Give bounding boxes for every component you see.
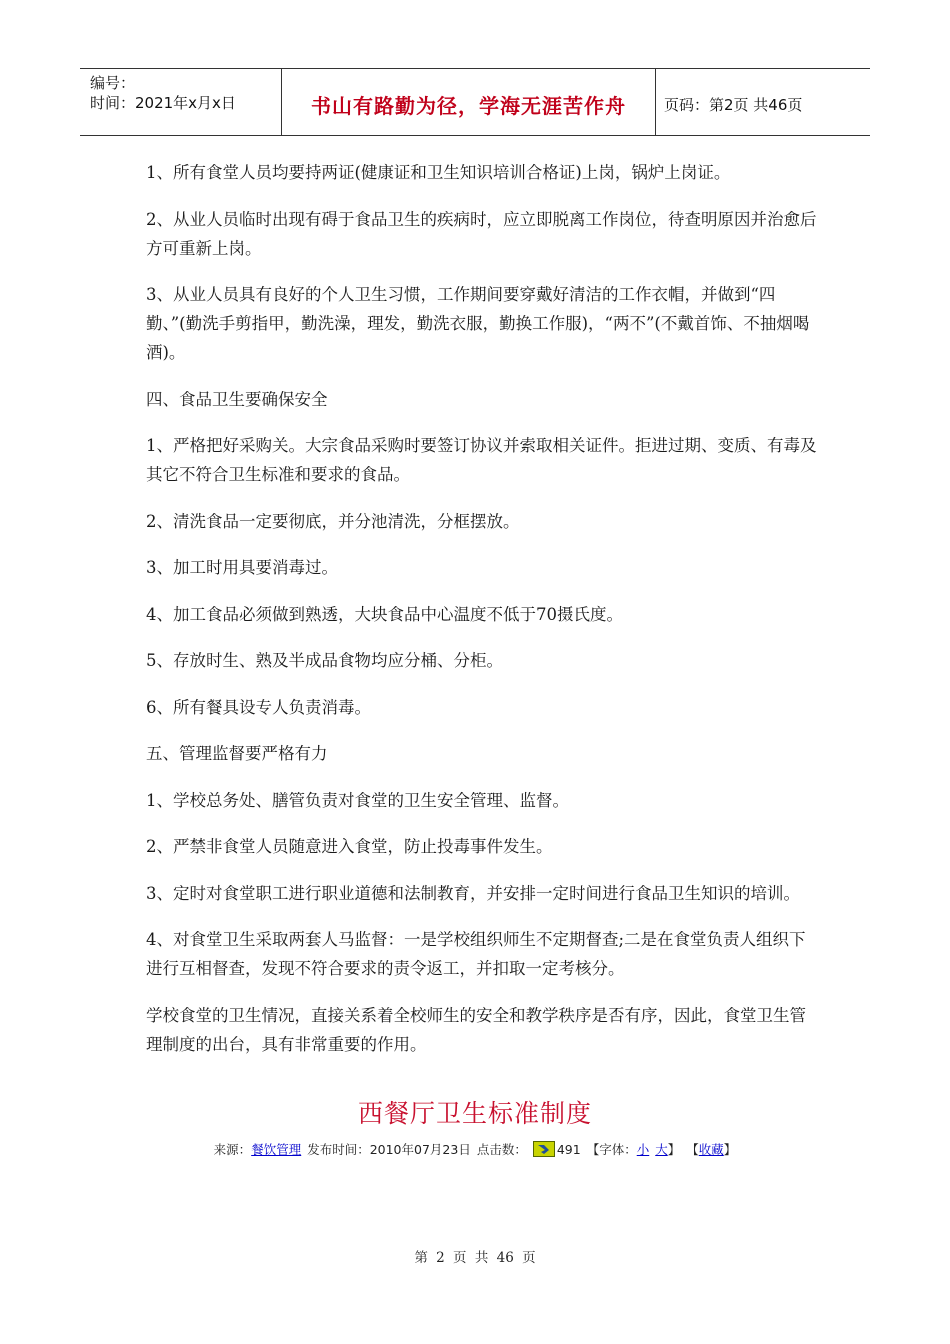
paragraph: 6、所有餐具设专人负责消毒。 [146,697,371,717]
font-large-link[interactable]: 大 [655,1142,668,1157]
paragraph: 3、从业人员具有良好的个人卫生习惯，工作期间要穿戴好清洁的工作衣帽，并做到“四勤、”(勤洗手剪指甲，勤洗澡，理发，勤洗衣服，勤换工作服)，“两不”(不戴首饰、不抽烟喝酒)。 [146,285,810,362]
body-text [146,158,822,1076]
paragraph: 5、存放时生、熟及半成品食物均应分桶、分柜。 [146,651,503,670]
font-size-label: 【字体： [586,1142,637,1157]
paragraph: 2、清洗食品一定要彻底，并分池清洗，分框摆放。 [146,511,520,531]
paragraph: 3、加工时用具要消毒过。 [146,558,338,577]
paragraph: 2、从业人员临时出现有碍于食品卫生的疾病时，应立即脱离工作岗位，待查明原因并治愈后方可重新上岗。 [146,209,817,258]
time-label: 时间：2021年x月x日 [90,94,236,112]
favorite-close: 】 [723,1142,737,1157]
section-heading: 五、管理监督要严格有力 [146,744,328,763]
hits-label: 点击数： [476,1142,527,1157]
paragraph: 学校食堂的卫生情况，直接关系着全校师生的安全和教学秩序是否有序，因此，食堂卫生管理制度的出台，具有非常重要的作用。 [146,1005,806,1054]
source-label: 来源： [213,1142,252,1157]
number-label: 编号： [90,74,136,92]
favorite-link[interactable]: 收藏 [698,1142,724,1157]
header-motto: 书山有路勤为径，学海无涯苦作舟 [282,69,656,135]
paragraph: 1、严格把好采购关。大宗食品采购时要签订协议并索取相关证件。拒进过期、变质、有毒及其它不符合卫生标准和要求的食品。 [146,436,817,484]
source-link[interactable]: 餐饮管理 [251,1142,302,1157]
article-title: 西餐厅卫生标准制度 [357,1099,592,1128]
favorite-open: 【 [686,1142,699,1157]
paragraph: 4、对食堂卫生采取两套人马监督：一是学校组织师生不定期督查;二是在食堂负责人组织下进行互相督查，发现不符合要求的责令返工，并扣取一定考核分。 [146,930,806,978]
paragraph: 2、严禁非食堂人员随意进入食堂，防止投毒事件发生。 [146,837,553,856]
hits-value: 491 [556,1142,581,1157]
font-size-close: 】 [667,1142,681,1157]
font-small-link[interactable]: 小 [636,1142,650,1157]
publish-label: 发布时间：2010年07月23日 [307,1142,471,1157]
paragraph: 1、学校总务处、膳管负责对食堂的卫生安全管理、监督。 [146,790,569,810]
paragraph: 4、加工食品必须做到熟透，大块食品中心温度不低于70摄氏度。 [146,604,623,624]
page-footer: 第 2 页 共 46 页 [414,1250,536,1266]
section-heading: 四、食品卫生要确保安全 [146,389,328,409]
hits-icon [533,1141,555,1157]
header-meta [80,69,282,135]
paragraph: 3、定时对食堂职工进行职业道德和法制教育，并安排一定时间进行食品卫生知识的培训。 [146,883,800,903]
header-page-info: 页码：第2页 共46页 [664,95,803,114]
paragraph: 1、所有食堂人员均要持两证(健康证和卫生知识培训合格证)上岗，锅炉上岗证。 [146,163,731,182]
page-header [80,68,870,136]
article-meta [0,1140,950,1158]
